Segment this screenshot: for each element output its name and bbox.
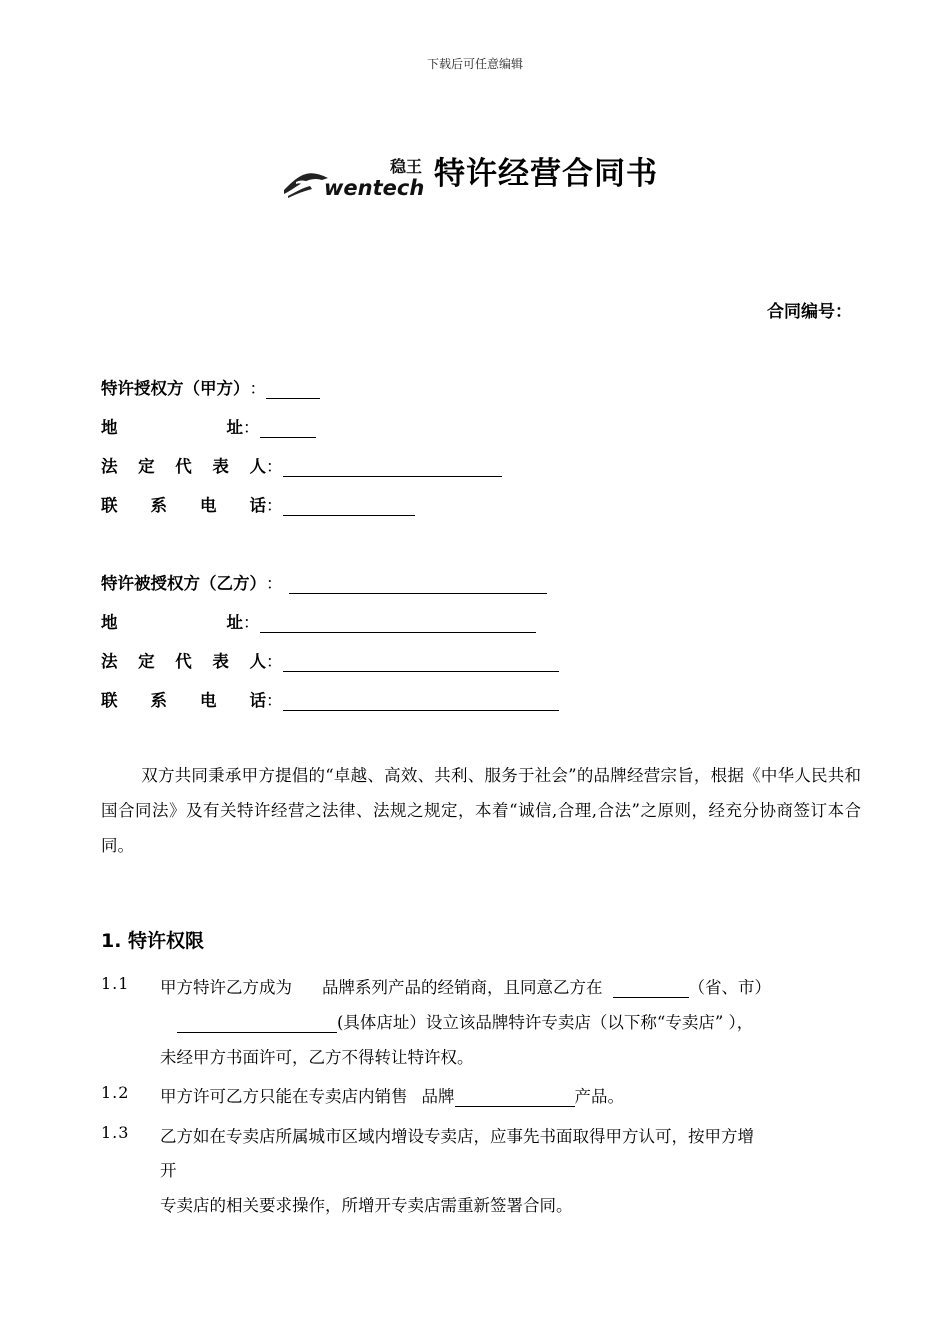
preamble-text: 双方共同秉承甲方提倡的“卓越、高效、共利、服务于社会”的品牌经营宗旨，根据《中华人民共和国合同法》及有关特许经营之法律、法规之规定，本着“诚信,合理,合法”之原则，经充分协商签订本合同。 — [101, 766, 861, 855]
item-1-1-text-c: （省、市） — [688, 978, 771, 997]
party-b-legal-rep-row — [101, 648, 559, 672]
item-1-1-line-3: 未经甲方书面许可，乙方不得转让特许权。 — [160, 1048, 474, 1067]
preamble-paragraph — [101, 758, 861, 863]
logo-chinese-mark: 稳王 — [390, 157, 423, 176]
item-1-2-text-a: 甲方许可乙方只能在专卖店内销售 — [160, 1087, 408, 1106]
item-1-1-province-field[interactable] — [613, 979, 689, 998]
item-1-2-line-1 — [160, 1083, 624, 1107]
section-1-heading: 1. 特许权限 — [101, 930, 205, 952]
party-b-phone-label: 联系电话 — [101, 691, 266, 710]
party-a-address-field[interactable] — [260, 419, 316, 438]
party-a-legal-rep-field[interactable] — [283, 458, 502, 477]
party-b-address-field[interactable] — [260, 614, 536, 633]
party-b-phone-row — [101, 687, 559, 711]
party-b-title-row — [101, 570, 547, 594]
item-1-3-line-3: 专卖店的相关要求操作，所增开专卖店需重新签署合同。 — [160, 1196, 573, 1215]
colon: ： — [249, 379, 266, 398]
colon: ： — [243, 418, 260, 437]
item-1-1-number: 1.1 — [101, 974, 130, 993]
item-1-1-text-b: 品牌系列产品的经销商，且同意乙方在 — [322, 978, 603, 997]
party-a-title-label: 特许授权方（甲方） — [101, 379, 250, 398]
item-1-3-line-2: 开 — [160, 1161, 177, 1180]
colon: ： — [266, 691, 283, 710]
wentech-logo — [282, 152, 434, 202]
item-1-3-number: 1.3 — [101, 1123, 130, 1142]
party-b-legal-rep-field[interactable] — [283, 653, 559, 672]
item-1-1-store-address-field[interactable] — [177, 1014, 337, 1033]
page-title: 特许经营合同书 — [434, 156, 658, 192]
party-a-title-row — [101, 375, 320, 399]
party-b-address-row — [101, 609, 536, 633]
header-note: 下载后可任意编辑 — [426, 57, 523, 71]
item-1-2-product-field[interactable] — [455, 1088, 575, 1107]
party-a-legal-rep-row — [101, 453, 502, 477]
party-a-legal-rep-label: 法定代表人 — [101, 457, 266, 476]
logo-brand-text: wentech — [324, 176, 425, 200]
item-1-2-text-c: 产品。 — [574, 1087, 624, 1106]
item-1-2-number: 1.2 — [101, 1083, 130, 1102]
party-a-address-row — [101, 414, 316, 438]
party-b-name-field[interactable] — [289, 575, 547, 594]
party-a-phone-row — [101, 492, 415, 516]
colon: ： — [266, 496, 283, 515]
party-b-legal-rep-label: 法定代表人 — [101, 652, 266, 671]
party-a-address-label: 地址 — [101, 418, 243, 437]
item-1-1-text-a: 甲方特许乙方成为 — [160, 978, 292, 997]
item-1-3-line-1: 乙方如在专卖店所属城市区域内增设专卖店，应事先书面取得甲方认可，按甲方增 — [160, 1127, 754, 1146]
party-a-phone-label: 联系电话 — [101, 496, 266, 515]
colon: ： — [266, 652, 283, 671]
item-1-1-line-1 — [160, 974, 771, 998]
colon: ： — [243, 613, 260, 632]
item-1-2-text-b: 品牌 — [421, 1087, 455, 1106]
colon: ： — [266, 574, 283, 593]
party-b-address-label: 地址 — [101, 613, 243, 632]
item-1-1-text-d: (具体店址）设立该品牌特许专卖店（以下称“专卖店” ）， — [337, 1013, 754, 1032]
colon: ： — [266, 457, 283, 476]
party-b-title-label: 特许被授权方（乙方） — [101, 574, 266, 593]
party-a-name-field[interactable] — [266, 380, 320, 399]
party-a-phone-field[interactable] — [283, 497, 415, 516]
item-1-1-line-2 — [177, 1009, 753, 1033]
party-b-phone-field[interactable] — [283, 692, 559, 711]
contract-number-label: 合同编号： — [767, 302, 852, 322]
